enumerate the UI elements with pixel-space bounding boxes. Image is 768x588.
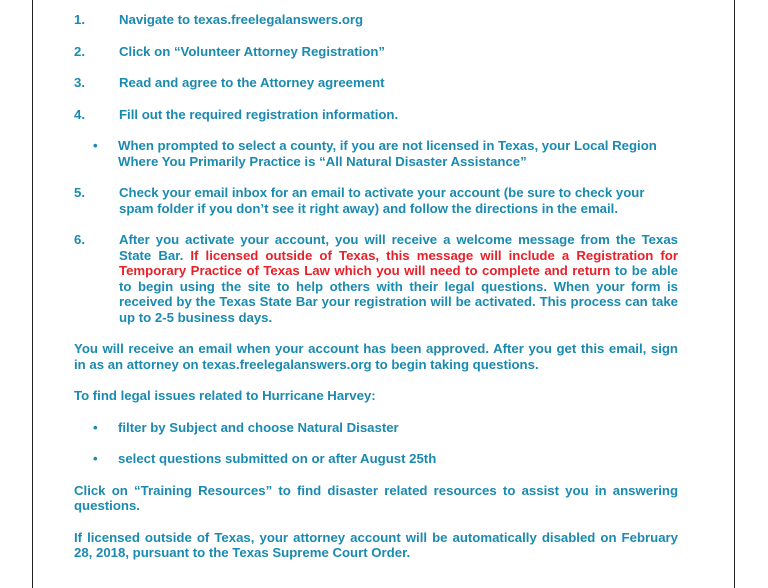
- step-text: Click on “Volunteer Attorney Registration”: [119, 43, 385, 59]
- step-text: Check your email inbox for an email to activate your account (be sure to check your spam folder if you don’t see it right away) and follow the directions in the email.: [119, 185, 645, 216]
- step-text-intro: After you activate your account, you will receive a welcome message from the Texas State Bar.: [119, 232, 678, 263]
- step-6: [74, 232, 678, 325]
- step-text: Fill out the required registration information.: [119, 106, 399, 122]
- step-number: 2.: [74, 43, 85, 59]
- step-number: 3.: [74, 75, 85, 90]
- step-text-rest: to be able to begin using the site to help others with their legal questions. When your form is received by the Texas State Bar your registration will be activated. This process can take up to 2-5 business days.: [119, 263, 679, 325]
- step-number: 4.: [74, 106, 85, 122]
- bullet-text: filter by Subject and choose Natural Disaster: [118, 419, 399, 435]
- step-text: [119, 232, 678, 325]
- step-text: Navigate to texas.freelegalanswers.org: [119, 12, 364, 27]
- bullet-text: When prompted to select a county, if you are not licensed in Texas, your Local Region Where You Primarily Practice is “All Natural Disaster Assistance”: [118, 138, 657, 169]
- training-note: Click on “Training Resources” to find disaster related resources to assist you in answering questions.: [74, 482, 678, 513]
- step-2: [74, 44, 678, 60]
- harvey-intro: To find legal issues related to Hurricane Harvey:: [74, 388, 376, 403]
- step-number: 1.: [74, 12, 85, 27]
- step-5: [74, 185, 678, 216]
- bullet-text: select questions submitted on or after August 25th: [118, 451, 437, 466]
- step-1: [74, 12, 678, 28]
- approval-note: You will receive an email when your account has been approved. After you get this email, sign in as an attorney on texas.freelegalanswers.org to begin taking questions.: [74, 341, 678, 372]
- step-text: Read and agree to the Attorney agreement: [119, 75, 385, 90]
- bullet-icon: •: [93, 451, 98, 466]
- step-number: 5.: [74, 185, 85, 200]
- out-of-state-warning: If licensed outside of Texas, this message will include a Registration for Temporary Practice of Texas Law which you will need to complete and return: [119, 247, 678, 278]
- step-4: [74, 107, 678, 123]
- harvey-bullet-subject: [93, 420, 678, 436]
- harvey-bullet-date: [93, 451, 678, 467]
- step-number: 6.: [74, 232, 85, 247]
- county-bullet: [93, 138, 678, 169]
- disable-note: If licensed outside of Texas, your attorney account will be automatically disabled on February 28, 2018, pursuant to the Texas Supreme Court Order.: [74, 529, 678, 560]
- bullet-icon: •: [93, 419, 98, 435]
- instructions-document: [74, 12, 678, 577]
- step-3: [74, 75, 678, 91]
- bullet-icon: •: [93, 138, 98, 153]
